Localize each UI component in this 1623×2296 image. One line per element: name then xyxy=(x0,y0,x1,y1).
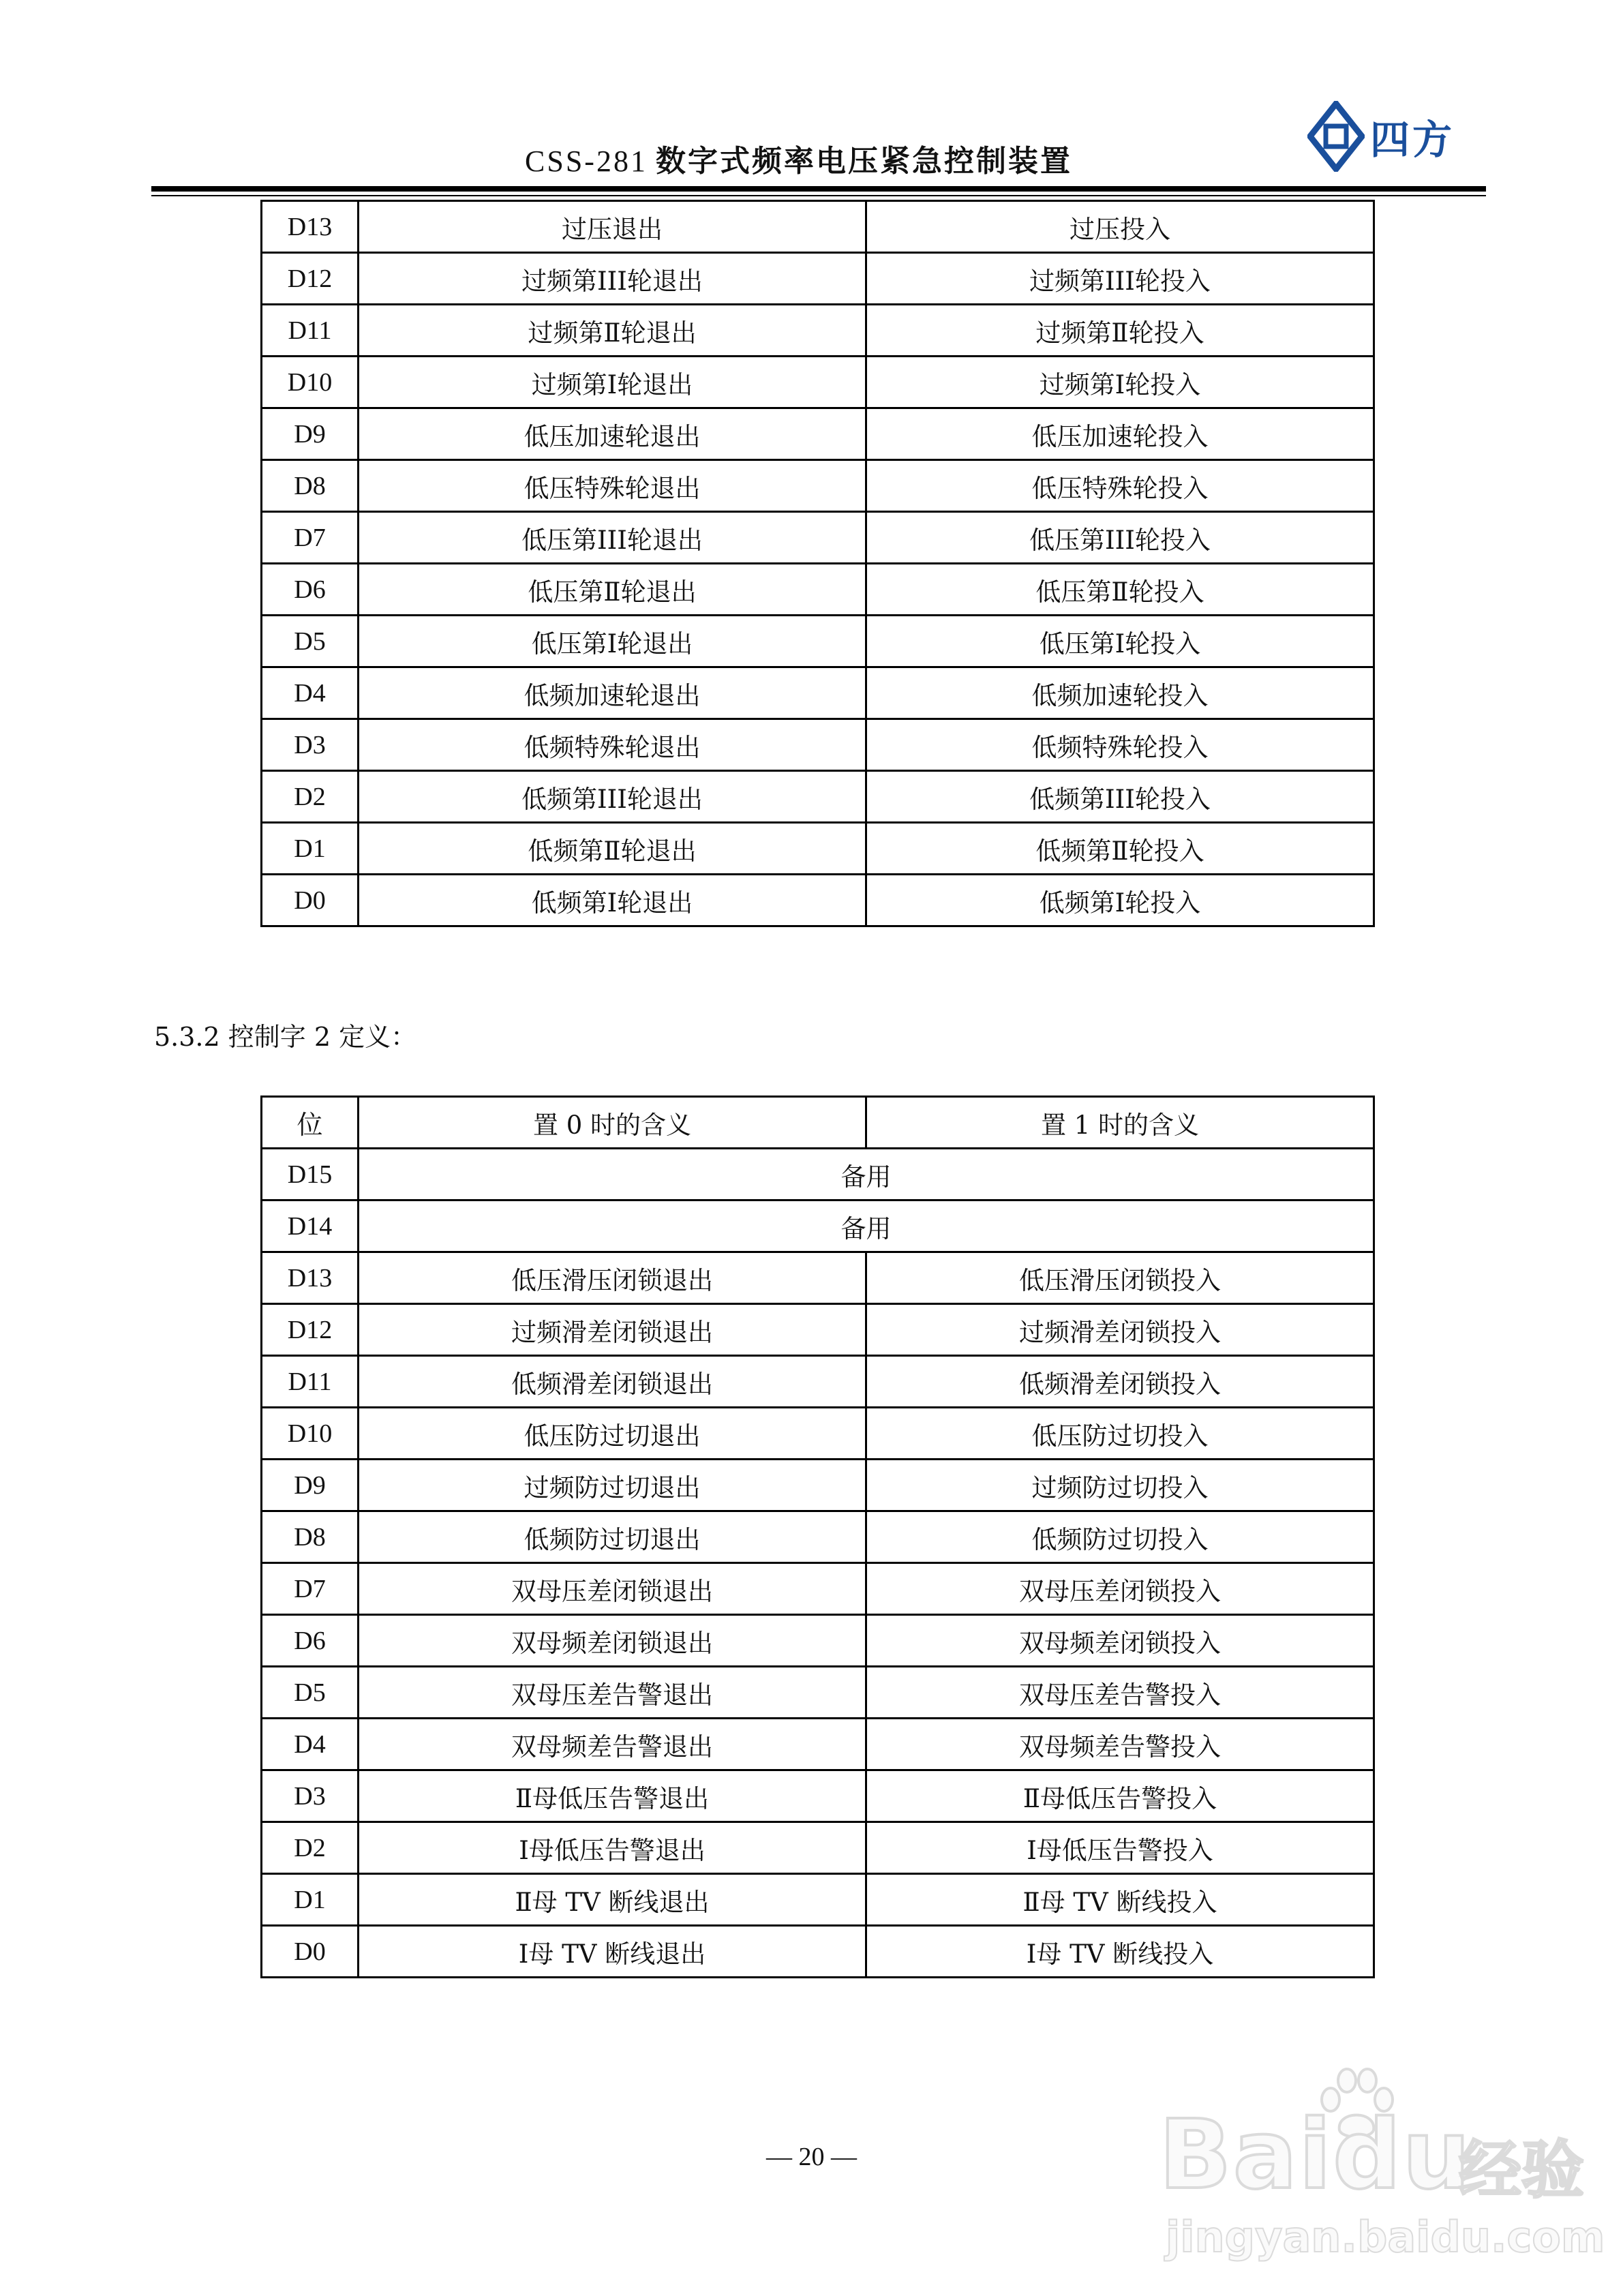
table-row xyxy=(262,1719,1374,1770)
bit-cell: D1 xyxy=(262,823,359,875)
zero-meaning-cell: 过压退出 xyxy=(359,201,866,253)
bit-cell: D3 xyxy=(262,719,359,771)
one-meaning-cell: 过频第Ⅰ轮投入 xyxy=(866,357,1374,408)
zero-meaning-cell: 低频加速轮退出 xyxy=(359,667,866,719)
header-model: CSS-281 xyxy=(525,145,648,178)
control-word-1-body xyxy=(262,201,1374,926)
header-bit: 位 xyxy=(262,1097,359,1149)
watermark-brand: Baidu xyxy=(1159,2100,1472,2211)
bit-cell: D0 xyxy=(262,875,359,926)
one-meaning-cell: 过压投入 xyxy=(866,201,1374,253)
one-meaning-cell: Ⅱ母低压告警投入 xyxy=(866,1770,1374,1822)
zero-meaning-cell: 低压特殊轮退出 xyxy=(359,460,866,512)
one-meaning-cell: 低频滑差闭锁投入 xyxy=(866,1356,1374,1408)
control-word-2-body xyxy=(262,1149,1374,1978)
bit-cell: D12 xyxy=(262,253,359,305)
one-meaning-cell: 低频加速轮投入 xyxy=(866,667,1374,719)
zero-meaning-cell: 低频防过切退出 xyxy=(359,1511,866,1563)
bit-cell: D0 xyxy=(262,1926,359,1978)
spare-cell: 备用 xyxy=(359,1149,1374,1200)
zero-meaning-cell: 过频第III轮退出 xyxy=(359,253,866,305)
one-meaning-cell: Ⅰ母 TV 断线投入 xyxy=(866,1926,1374,1978)
zero-meaning-cell: 双母频差告警退出 xyxy=(359,1719,866,1770)
zero-meaning-cell: 低压第III轮退出 xyxy=(359,512,866,564)
bit-cell: D9 xyxy=(262,1460,359,1511)
one-meaning-cell: 低压第III轮投入 xyxy=(866,512,1374,564)
table-row xyxy=(262,1822,1374,1874)
bit-cell: D7 xyxy=(262,1563,359,1615)
one-meaning-cell: 双母频差闭锁投入 xyxy=(866,1615,1374,1667)
table-row xyxy=(262,1252,1374,1304)
bit-cell: D13 xyxy=(262,1252,359,1304)
company-logo xyxy=(1307,101,1455,172)
table-row-spare xyxy=(262,1149,1374,1200)
zero-meaning-cell: 双母频差闭锁退出 xyxy=(359,1615,866,1667)
zero-meaning-cell: Ⅱ母 TV 断线退出 xyxy=(359,1874,866,1926)
table-row xyxy=(262,512,1374,564)
table-row xyxy=(262,1615,1374,1667)
one-meaning-cell: 过频滑差闭锁投入 xyxy=(866,1304,1374,1356)
one-meaning-cell: 低频防过切投入 xyxy=(866,1511,1374,1563)
bit-cell: D5 xyxy=(262,1667,359,1719)
zero-meaning-cell: Ⅰ母低压告警退出 xyxy=(359,1822,866,1874)
baidu-watermark xyxy=(1159,2066,1605,2270)
zero-meaning-cell: 低压防过切退出 xyxy=(359,1408,866,1460)
table-row-spare xyxy=(262,1200,1374,1252)
zero-meaning-cell: 过频第Ⅰ轮退出 xyxy=(359,357,866,408)
table-row xyxy=(262,253,1374,305)
bit-cell: D6 xyxy=(262,564,359,616)
one-meaning-cell: 低压第Ⅰ轮投入 xyxy=(866,616,1374,667)
header-zero-meaning: 置 0 时的含义 xyxy=(359,1097,866,1149)
bit-cell: D4 xyxy=(262,667,359,719)
table-row xyxy=(262,823,1374,875)
table-row xyxy=(262,1667,1374,1719)
sifang-diamond-logo-icon xyxy=(1307,101,1365,172)
table-row xyxy=(262,667,1374,719)
watermark-url: jingyan.baidu.com xyxy=(1166,2212,1605,2262)
table-row xyxy=(262,719,1374,771)
bit-cell: D15 xyxy=(262,1149,359,1200)
table-row xyxy=(262,616,1374,667)
one-meaning-cell: 双母压差告警投入 xyxy=(866,1667,1374,1719)
bit-cell: D2 xyxy=(262,1822,359,1874)
one-meaning-cell: Ⅰ母低压告警投入 xyxy=(866,1822,1374,1874)
one-meaning-cell: 过频第Ⅱ轮投入 xyxy=(866,305,1374,357)
bit-cell: D11 xyxy=(262,305,359,357)
one-meaning-cell: 低压第Ⅱ轮投入 xyxy=(866,564,1374,616)
zero-meaning-cell: 低压滑压闭锁退出 xyxy=(359,1252,866,1304)
section-heading: 5.3.2 控制字 2 定义： xyxy=(154,1022,417,1052)
bit-cell: D4 xyxy=(262,1719,359,1770)
one-meaning-cell: 低频特殊轮投入 xyxy=(866,719,1374,771)
bit-cell: D11 xyxy=(262,1356,359,1408)
table-row xyxy=(262,771,1374,823)
bit-cell: D14 xyxy=(262,1200,359,1252)
bit-cell: D1 xyxy=(262,1874,359,1926)
header-rule-thin xyxy=(151,195,1486,196)
one-meaning-cell: 双母频差告警投入 xyxy=(866,1719,1374,1770)
one-meaning-cell: 低频第Ⅰ轮投入 xyxy=(866,875,1374,926)
page-number: — 20 — xyxy=(766,2143,857,2171)
zero-meaning-cell: 低频滑差闭锁退出 xyxy=(359,1356,866,1408)
table-row xyxy=(262,357,1374,408)
table-row xyxy=(262,1408,1374,1460)
table-row xyxy=(262,1304,1374,1356)
zero-meaning-cell: 低频第III轮退出 xyxy=(359,771,866,823)
header-one-meaning: 置 1 时的含义 xyxy=(866,1097,1374,1149)
table-row xyxy=(262,408,1374,460)
one-meaning-cell: 低频第III轮投入 xyxy=(866,771,1374,823)
table-row xyxy=(262,1770,1374,1822)
zero-meaning-cell: 低频第Ⅰ轮退出 xyxy=(359,875,866,926)
bit-cell: D2 xyxy=(262,771,359,823)
control-word-2-table xyxy=(260,1096,1375,1978)
one-meaning-cell: 低频第Ⅱ轮投入 xyxy=(866,823,1374,875)
zero-meaning-cell: 低频特殊轮退出 xyxy=(359,719,866,771)
one-meaning-cell: 双母压差闭锁投入 xyxy=(866,1563,1374,1615)
bit-cell: D6 xyxy=(262,1615,359,1667)
one-meaning-cell: 过频防过切投入 xyxy=(866,1460,1374,1511)
table-row xyxy=(262,564,1374,616)
zero-meaning-cell: 过频第Ⅱ轮退出 xyxy=(359,305,866,357)
spare-cell: 备用 xyxy=(359,1200,1374,1252)
one-meaning-cell: 低压滑压闭锁投入 xyxy=(866,1252,1374,1304)
table-row xyxy=(262,1460,1374,1511)
bit-cell: D5 xyxy=(262,616,359,667)
table-header-row xyxy=(262,1097,1374,1149)
zero-meaning-cell: 低压加速轮退出 xyxy=(359,408,866,460)
bit-cell: D12 xyxy=(262,1304,359,1356)
one-meaning-cell: 低压特殊轮投入 xyxy=(866,460,1374,512)
table-row xyxy=(262,201,1374,253)
bit-cell: D8 xyxy=(262,1511,359,1563)
zero-meaning-cell: Ⅰ母 TV 断线退出 xyxy=(359,1926,866,1978)
bit-cell: D13 xyxy=(262,201,359,253)
table-row xyxy=(262,1926,1374,1978)
header-device-name: 数字式频率电压紧急控制装置 xyxy=(655,144,1072,179)
table-row xyxy=(262,305,1374,357)
table-row xyxy=(262,1874,1374,1926)
zero-meaning-cell: 低频第Ⅱ轮退出 xyxy=(359,823,866,875)
zero-meaning-cell: Ⅱ母低压告警退出 xyxy=(359,1770,866,1822)
table-row xyxy=(262,875,1374,926)
zero-meaning-cell: 双母压差闭锁退出 xyxy=(359,1563,866,1615)
table-row xyxy=(262,1511,1374,1563)
table-row xyxy=(262,1356,1374,1408)
zero-meaning-cell: 低压第Ⅰ轮退出 xyxy=(359,616,866,667)
bit-cell: D7 xyxy=(262,512,359,564)
bit-cell: D3 xyxy=(262,1770,359,1822)
zero-meaning-cell: 低压第Ⅱ轮退出 xyxy=(359,564,866,616)
header-rule-thick xyxy=(151,186,1486,192)
logo-text: 四方 xyxy=(1370,117,1455,163)
bit-cell: D9 xyxy=(262,408,359,460)
one-meaning-cell: 低压防过切投入 xyxy=(866,1408,1374,1460)
bit-cell: D8 xyxy=(262,460,359,512)
bit-cell: D10 xyxy=(262,1408,359,1460)
table-row xyxy=(262,460,1374,512)
control-word-1-table xyxy=(260,200,1375,927)
zero-meaning-cell: 双母压差告警退出 xyxy=(359,1667,866,1719)
document-header-title xyxy=(525,136,1072,180)
table-row xyxy=(262,1563,1374,1615)
one-meaning-cell: 低压加速轮投入 xyxy=(866,408,1374,460)
watermark-brand-cn: 经验 xyxy=(1459,2134,1585,2207)
one-meaning-cell: 过频第III轮投入 xyxy=(866,253,1374,305)
bit-cell: D10 xyxy=(262,357,359,408)
zero-meaning-cell: 过频滑差闭锁退出 xyxy=(359,1304,866,1356)
zero-meaning-cell: 过频防过切退出 xyxy=(359,1460,866,1511)
one-meaning-cell: Ⅱ母 TV 断线投入 xyxy=(866,1874,1374,1926)
